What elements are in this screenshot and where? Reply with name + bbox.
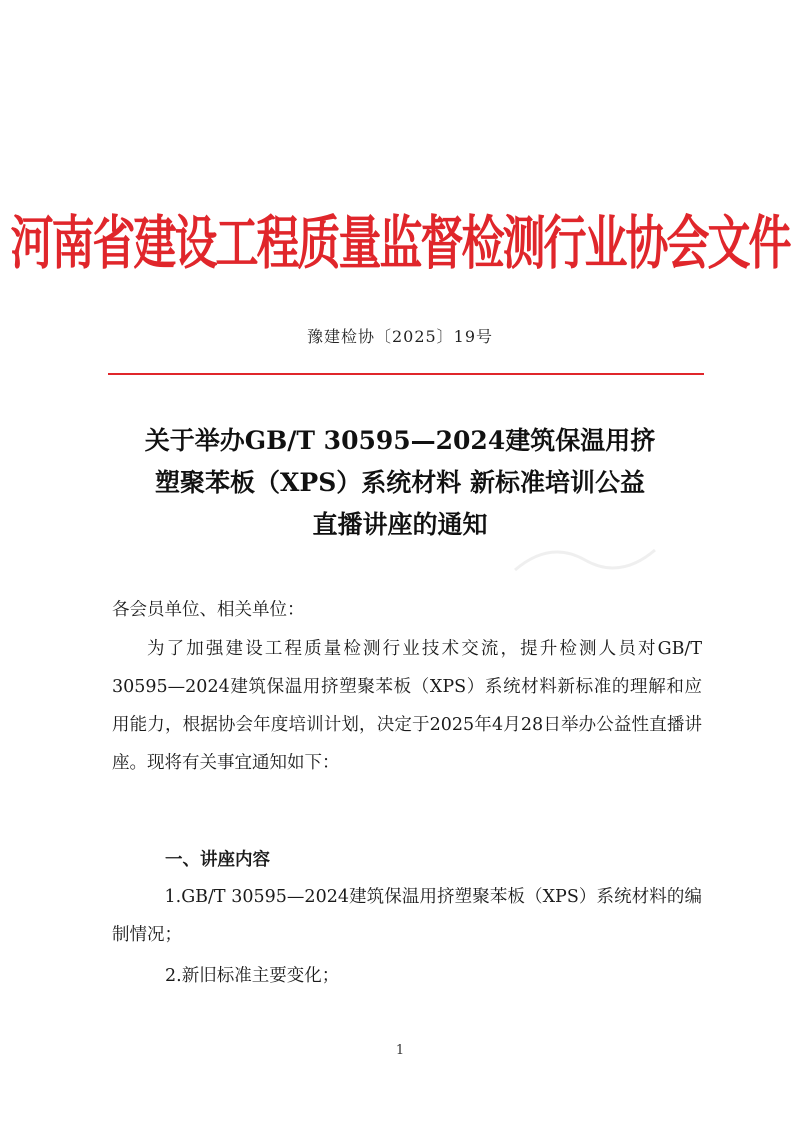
notice-title	[112, 420, 688, 546]
notice-title-line-1: 关于举办GB/T 30595—2024建筑保温用挤	[144, 426, 656, 455]
document-number: 豫建检协〔2025〕19号	[306, 327, 494, 346]
intro-paragraph: 为了加强建设工程质量检测行业技术交流，提升检测人员对GB/T 30595—2024建筑保温用挤塑聚苯板（XPS）系统材料新标准的理解和应用能力，根据协会年度培训计划，决定于2025年4月28日举办公益性直播讲座。现将有关事宜通知如下：	[112, 639, 702, 773]
section-heading-lecture-content: 一、讲座内容	[165, 850, 270, 870]
header-divider	[108, 373, 704, 375]
list-item-1: 1.GB/T 30595—2024建筑保温用挤塑聚苯板（XPS）系统材料的编制情况；	[112, 887, 702, 945]
notice-title-line-2: 塑聚苯板（XPS）系统材料 新标准培训公益	[155, 468, 645, 497]
notice-title-line-3: 直播讲座的通知	[312, 510, 488, 539]
org-header-title: 河南省建设工程质量监督检测行业协会文件	[10, 210, 790, 278]
salutation: 各会员单位、相关单位：	[112, 600, 305, 620]
page-number: 1	[395, 1043, 405, 1058]
list-item-2: 2.新旧标准主要变化；	[165, 966, 340, 986]
